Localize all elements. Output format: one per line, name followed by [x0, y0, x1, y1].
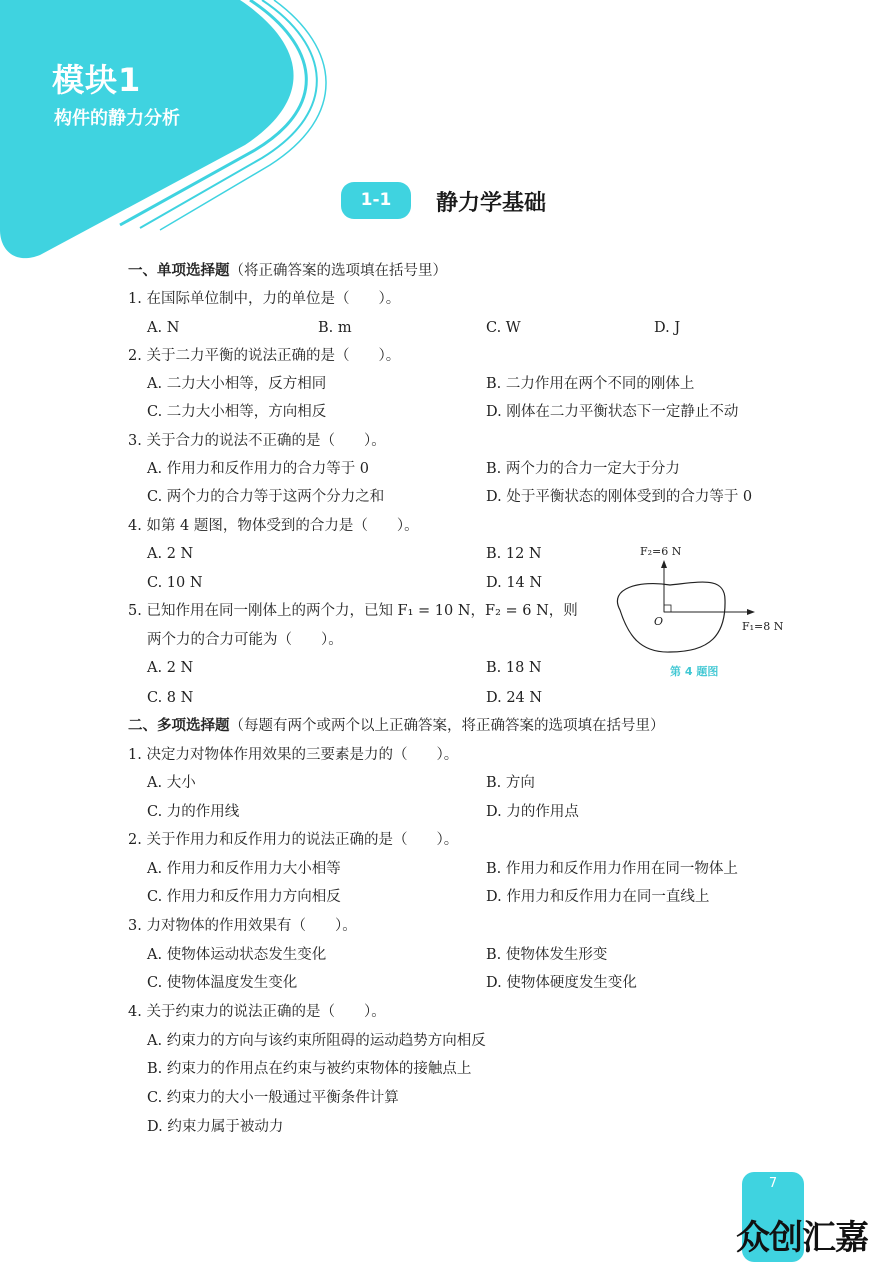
option: C. 8 N — [147, 690, 194, 706]
option: B. 作用力和反作用力作用在同一物体上 — [486, 861, 738, 877]
option: D. 刚体在二力平衡状态下一定静止不动 — [486, 404, 739, 420]
question-stem: 3. 关于合力的说法不正确的是（ ）。 — [128, 433, 386, 449]
f2-arrowhead — [661, 560, 667, 568]
section-number-badge: 1-1 — [341, 182, 411, 219]
option: B. 12 N — [486, 546, 542, 562]
option: D. 14 N — [486, 575, 543, 591]
option: C. W — [486, 320, 521, 336]
option: D. 24 N — [486, 690, 543, 706]
option: B. 二力作用在两个不同的刚体上 — [486, 376, 695, 392]
module-subtitle: 构件的静力分析 — [54, 108, 180, 129]
option: D. 约束力属于被动力 — [147, 1119, 284, 1135]
watermark-logo: 众创汇嘉 — [736, 1218, 868, 1258]
rigid-body-outline — [617, 582, 725, 652]
question-stem: 4. 关于约束力的说法正确的是（ ）。 — [128, 1004, 386, 1020]
part2-instruction: （每题有两个或两个以上正确答案，将正确答案的选项填在括号里） — [229, 718, 665, 734]
option: A. 约束力的方向与该约束所阻碍的运动趋势方向相反 — [147, 1033, 486, 1049]
option: B. 方向 — [486, 775, 535, 791]
module-title: 模块1 — [52, 61, 142, 99]
option: D. J — [654, 320, 681, 336]
option: A. 大小 — [147, 775, 196, 791]
question-stem: 2. 关于二力平衡的说法正确的是（ ）。 — [128, 348, 401, 364]
f1-label: F₁=8 N — [742, 620, 784, 633]
question-stem: 2. 关于作用力和反作用力的说法正确的是（ ）。 — [128, 832, 459, 848]
option: A. 作用力和反作用力的合力等于 0 — [147, 461, 370, 477]
part2-heading-line — [128, 717, 665, 735]
option: C. 约束力的大小一般通过平衡条件计算 — [147, 1090, 399, 1106]
option: D. 处于平衡状态的刚体受到的合力等于 0 — [486, 489, 753, 505]
option: C. 力的作用线 — [147, 804, 240, 820]
part1-instruction: （将正确答案的选项填在括号里） — [229, 263, 447, 279]
question-stem: 4. 如第 4 题图，物体受到的合力是（ ）。 — [128, 518, 419, 534]
figure-caption: 第 4 题图 — [670, 665, 719, 678]
option: A. 作用力和反作用力大小相等 — [147, 861, 341, 877]
option: B. 两个力的合力一定大于分力 — [486, 461, 680, 477]
option: C. 二力大小相等，方向相反 — [147, 404, 327, 420]
part2-heading: 二、多项选择题 — [128, 718, 230, 734]
header-banner-art — [0, 0, 330, 260]
option: D. 使物体硬度发生变化 — [486, 975, 637, 991]
origin-label: O — [654, 615, 664, 628]
question-stem: 5. 已知作用在同一刚体上的两个力，已知 F₁ = 10 N，F₂ = 6 N，则 — [128, 603, 578, 619]
option: B. 约束力的作用点在约束与被约束物体的接触点上 — [147, 1061, 472, 1077]
option: B. 使物体发生形变 — [486, 947, 608, 963]
option: A. 2 N — [147, 660, 194, 676]
option: C. 作用力和反作用力方向相反 — [147, 889, 341, 905]
section-title: 静力学基础 — [436, 191, 547, 216]
f2-label: F₂=6 N — [640, 545, 682, 558]
option: C. 使物体温度发生变化 — [147, 975, 298, 991]
option: C. 两个力的合力等于这两个分力之和 — [147, 489, 385, 505]
question-stem: 3. 力对物体的作用效果有（ ）。 — [128, 918, 357, 934]
option: D. 作用力和反作用力在同一直线上 — [486, 889, 710, 905]
option: A. N — [147, 320, 180, 336]
option: A. 二力大小相等，反方相同 — [147, 376, 327, 392]
option: C. 10 N — [147, 575, 203, 591]
option: A. 2 N — [147, 546, 194, 562]
option: B. 18 N — [486, 660, 542, 676]
option: A. 使物体运动状态发生变化 — [147, 947, 327, 963]
option: D. 力的作用点 — [486, 804, 579, 820]
f1-arrowhead — [747, 609, 755, 615]
option: B. m — [318, 320, 352, 336]
question-stem: 1. 在国际单位制中，力的单位是（ ）。 — [128, 291, 401, 307]
question-stem-continued: 两个力的合力可能为（ ）。 — [147, 632, 343, 648]
part1-heading: 一、单项选择题 — [128, 263, 230, 279]
question-stem: 1. 决定力对物体作用效果的三要素是力的（ ）。 — [128, 747, 459, 763]
right-angle-marker — [664, 605, 671, 612]
part1-heading-line — [128, 262, 447, 280]
page-number: 7 — [768, 1176, 778, 1191]
